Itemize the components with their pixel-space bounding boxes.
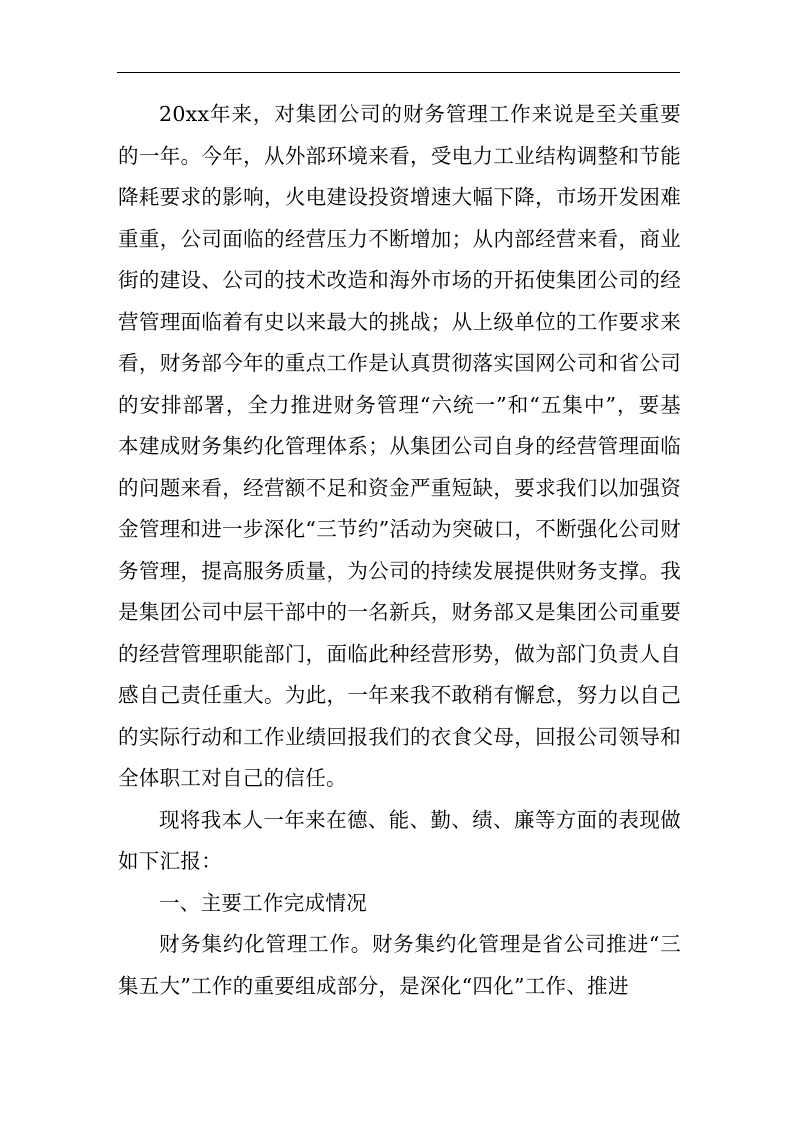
paragraph-intro: 20xx年来，对集团公司的财务管理工作来说是至关重要的一年。今年，从外部环境来看，受电力工业结构调整和节能降耗要求的影响，火电建设投资增速大幅下降，市场开发困难重重，公司面临的经营压力不断增加；从内部经营来看，商业街的建设、公司的技术改造和海外市场的开拓使集团公司的经营管理面临着有史以来最大的挑战；从上级单位的工作要求来看，财务部今年的重点工作是认真贯彻落实国网公司和省公司的安排部署，全力推进财务管理“六统一”和“五集中”，要基本建成财务集约化管理体系；从集团公司自身的经营管理面临的问题来看，经营额不足和资金严重短缺，要求我们以加强资金管理和进一步深化“三节约”活动为突破口，不断强化公司财务管理，提高服务质量，为公司的持续发展提供财务支撑。我是集团公司中层干部中的一名新兵，财务部又是集团公司重要的经营管理职能部门，面临此种经营形势，做为部门负责人自感自己责任重大。为此，一年来我不敢稍有懈怠，努力以自己的实际行动和工作业绩回报我们的衣食父母，回报公司领导和全体职工对自己的信任。 xyxy=(118,102,681,790)
header-rule xyxy=(117,72,680,73)
document-body xyxy=(118,94,681,1007)
paragraph-finance-intensive: 财务集约化管理工作。财务集约化管理是省公司推进“三集五大”工作的重要组成部分，是深化“四化”工作、推进 xyxy=(118,932,681,998)
paragraph-report-intro: 现将我本人一年来在德、能、勤、绩、廉等方面的表现做如下汇报： xyxy=(118,807,681,873)
section-heading: 一、主要工作完成情况 xyxy=(159,890,367,915)
